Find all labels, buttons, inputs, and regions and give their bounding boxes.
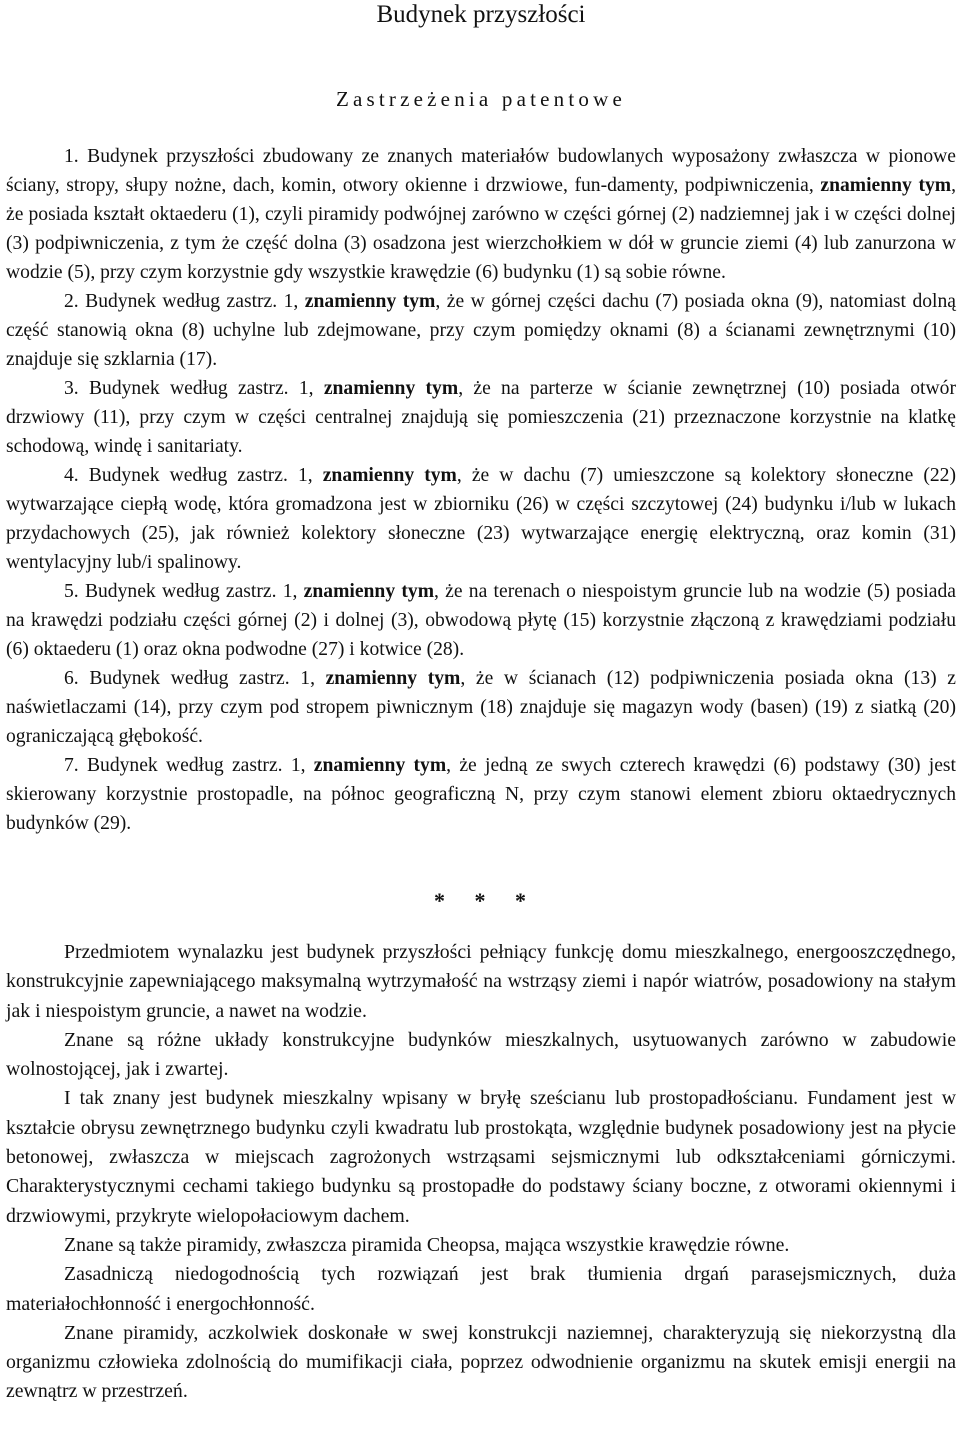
description-paragraph: I tak znany jest budynek mieszkalny wpisany w bryłę sześcianu lub prostopadłościanu. Fundament jest w kształcie obrysu zewnętrznego budynku czyli kwadratu lub prostokąta, względnie budynek posadowiony jest na płycie betonowej, zwłaszcza w miejscach zagrożonych wstrząsami sejsmicznymi lub odkształceniami górniczymi. Charakterystycznymi cechami takiego budynku są prostopadłe do podstawy ściany boczne, z otworami okiennymi i drzwiowymi, przykryte wielopołaciowym dachem. <box>6 1087 956 1227</box>
claim-5-characterizing: znamienny tym <box>303 581 435 602</box>
description-paragraph: Znane są także piramidy, zwłaszcza piramida Cheopsa, mająca wszystkie krawędzie równe. <box>64 1233 790 1256</box>
claim-3-body: , że na parterze w ścianie zewnętrznej (10) posiada otwór drzwiowy (11), przy czym w części centralnej znajdują się pomieszczenia (21) przeznaczone korzystnie na klatkę schodową, windę i sanitariaty. <box>6 378 956 457</box>
claim-4-body: , że w dachu (7) umieszczone są kolektory słoneczne (22) wytwarzające ciepłą wodę, która gromadzona jest w zbiorniku (26) w części szczytowej (24) budynku i/lub w lukach przydachowych (25), jak również kolektory słoneczne (23) wytwarzające energię elektryczną, oraz komin (31) wentylacyjny lub/i spalinowy. <box>6 465 956 573</box>
claim-5 <box>6 577 956 664</box>
claim-7 <box>6 751 956 838</box>
claim-1 <box>6 142 956 287</box>
claim-3 <box>6 374 956 461</box>
claim-6-lead: 6. Budynek według zastrz. 1, <box>64 668 326 689</box>
document-title: Budynek przyszłości <box>376 1 586 28</box>
claim-3-lead: 3. Budynek według zastrz. 1, <box>64 378 324 399</box>
description-paragraph: Przedmiotem wynalazku jest budynek przyszłości pełniący funkcję domu mieszkalnego, energooszczędnego, konstrukcyjnie zapewniającego maksymalną wytrzymałość na wstrząsy ziemi i napór wiatrów, posadowiony na stałym jak i niespoistym gruncie, a nawet na wodzie. <box>6 941 956 1022</box>
claim-5-body: , że na terenach o niespoistym gruncie lub na wodzie (5) posiada na krawędzi podziału części górnej (2) i dolnej (3), obwodową płytę (15) korzystnie złączoną z krawędziami podziału (6) oktaederu (1) oraz okna podwodne (27) i kotwice (28). <box>6 581 956 660</box>
description-paragraph: Znane są różne układy konstrukcyjne budynków mieszkalnych, usytuowanych zarówno w zabudowie wolnostojącej, jak i zwartej. <box>6 1028 956 1081</box>
claim-2-lead: 2. Budynek według zastrz. 1, <box>64 291 305 312</box>
claim-2-body: , że w górnej części dachu (7) posiada okna (9), natomiast dolną część stanowią okna (8) uchylne lub zdejmowane, przy czym pomiędzy oknami (8) a ścianami zewnętrznymi (10) znajduje się szklarnia (17). <box>6 291 956 370</box>
claim-4-lead: 4. Budynek według zastrz. 1, <box>64 465 323 486</box>
claim-6-body: , że w ścianach (12) podpiwniczenia posiada okna (13) z naświetlaczami (14), przy czym pod stropem piwnicznym (18) znajduje się magazyn wody (basen) (19) z siatką (20) ograniczającą głębokość. <box>6 668 956 747</box>
claim-3-characterizing: znamienny tym <box>323 378 459 399</box>
claim-1-body: , że posiada kształt oktaederu (1), czyli piramidy podwójnej zarówno w części górnej (2) nadziemnej jak i w części dolnej (3) podpiwniczenia, z tym że część dolna (3) osadzona jest wierzchołkiem w dół w gruncie ziemi (4) lub zanurzona w wodzie (5), przy czym korzystnie gdy wszystkie krawędzie (6) budynku (1) są sobie równe. <box>6 175 956 283</box>
claim-1-characterizing: znamienny tym <box>820 175 952 196</box>
description-paragraph: Zasadniczą niedogodnością tych rozwiązań jest brak tłumienia drgań parasejsmicznych, duża materiałochłonność i energochłonność. <box>6 1263 956 1315</box>
description-paragraph: Znane piramidy, aczkolwiek doskonałe w swej konstrukcji naziemnej, charakteryzują się niekorzystną dla organizmu człowieka zdolnością do mumifikacji ciała, poprzez odwodnienie organizmu na skutek emisji energii na zewnątrz w przestrzeń. <box>6 1321 956 1403</box>
claim-7-body: , że jedną ze swych czterech krawędzi (6) podstawy (30) jest skierowany korzystnie prostopadle, na północ geograficzną N, przy czym stanowi element zbioru oktaedrycznych budynków (29). <box>6 755 956 834</box>
claims-heading: Zastrzeżenia patentowe <box>335 87 627 111</box>
section-separator: * * * <box>434 888 538 913</box>
claim-2 <box>6 287 956 374</box>
claim-4-characterizing: znamienny tym <box>322 465 457 486</box>
claim-1-lead: 1. Budynek przyszłości zbudowany ze znanych materiałów budowlanych wyposażony zwłaszcza w pionowe ściany, stropy, słupy nożne, dach, komin, otwory okienne i drzwiowe, fun-damenty, podpiwniczenia, <box>6 146 956 196</box>
claim-7-lead: 7. Budynek według zastrz. 1, <box>64 755 314 776</box>
claim-7-characterizing: znamienny tym <box>313 755 447 776</box>
description-section <box>6 938 956 1407</box>
claims-section <box>6 142 956 838</box>
claim-6-characterizing: znamienny tym <box>325 668 461 689</box>
claim-4 <box>6 461 956 577</box>
claim-5-lead: 5. Budynek według zastrz. 1, <box>64 581 304 602</box>
claim-6 <box>6 664 956 751</box>
claim-2-characterizing: znamienny tym <box>304 291 436 312</box>
